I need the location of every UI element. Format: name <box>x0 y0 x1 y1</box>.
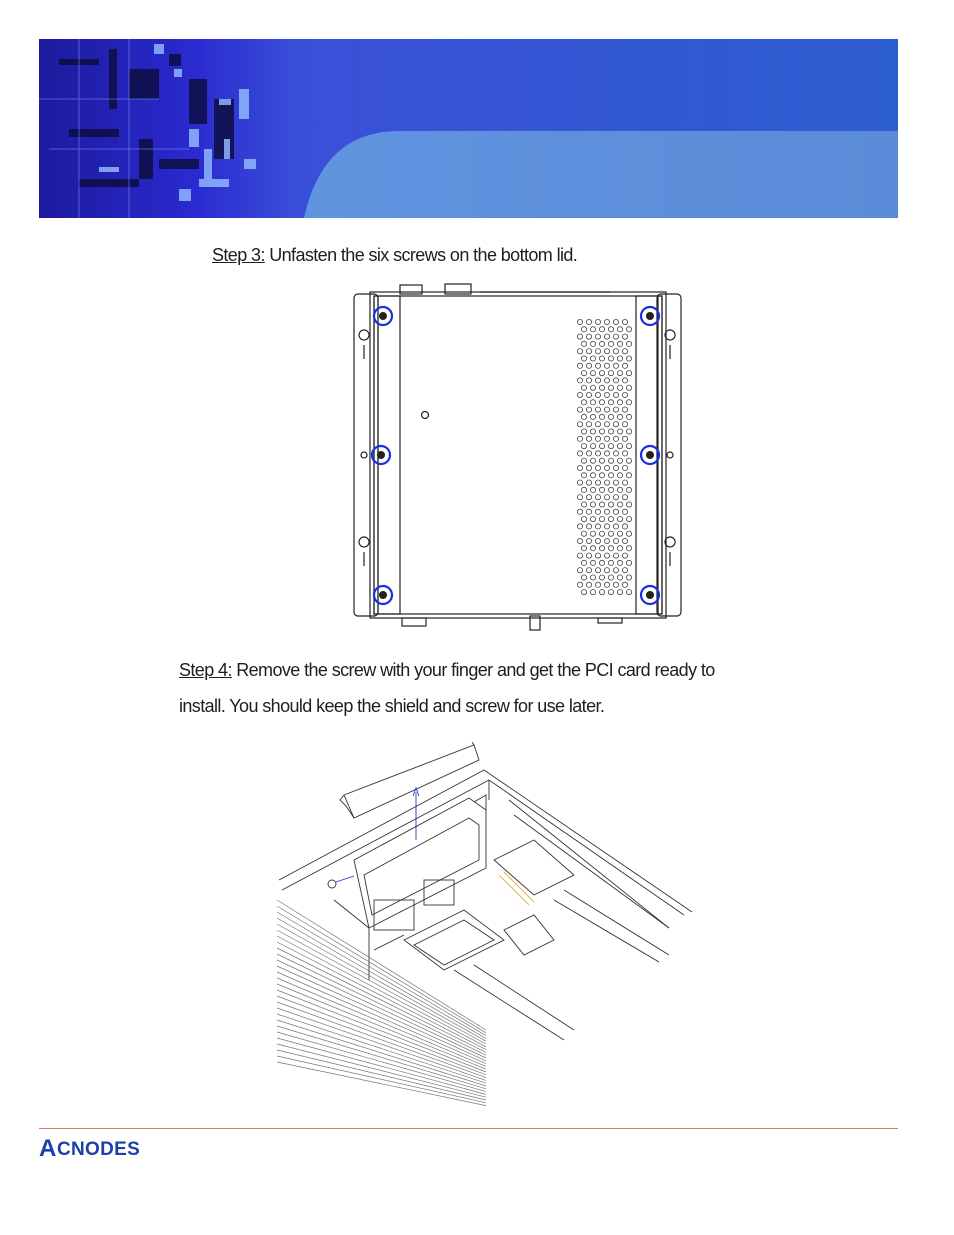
step4-line1: Remove the screw with your finger and get the PCI card ready to <box>231 660 715 680</box>
svg-text:CNODES: CNODES <box>57 1139 141 1160</box>
step4-instruction <box>179 660 715 681</box>
step3-label: Step 3: <box>212 245 265 265</box>
step4-line2: install. You should keep the shield and screw for use later. <box>179 696 605 716</box>
footer-rule <box>39 1128 898 1129</box>
bottom-lid-diagram <box>350 282 686 632</box>
step4-label: Step 4: <box>179 660 232 680</box>
step4-instruction-continued <box>179 696 604 717</box>
step3-text: Unfasten the six screws on the bottom lid. <box>264 245 578 265</box>
circuit-board-banner-image <box>39 39 898 218</box>
header-banner <box>39 39 898 218</box>
acnodes-logo <box>39 1134 199 1160</box>
pci-card-install-diagram <box>274 740 699 1112</box>
svg-text:A: A <box>39 1135 57 1160</box>
step3-instruction <box>212 245 577 266</box>
